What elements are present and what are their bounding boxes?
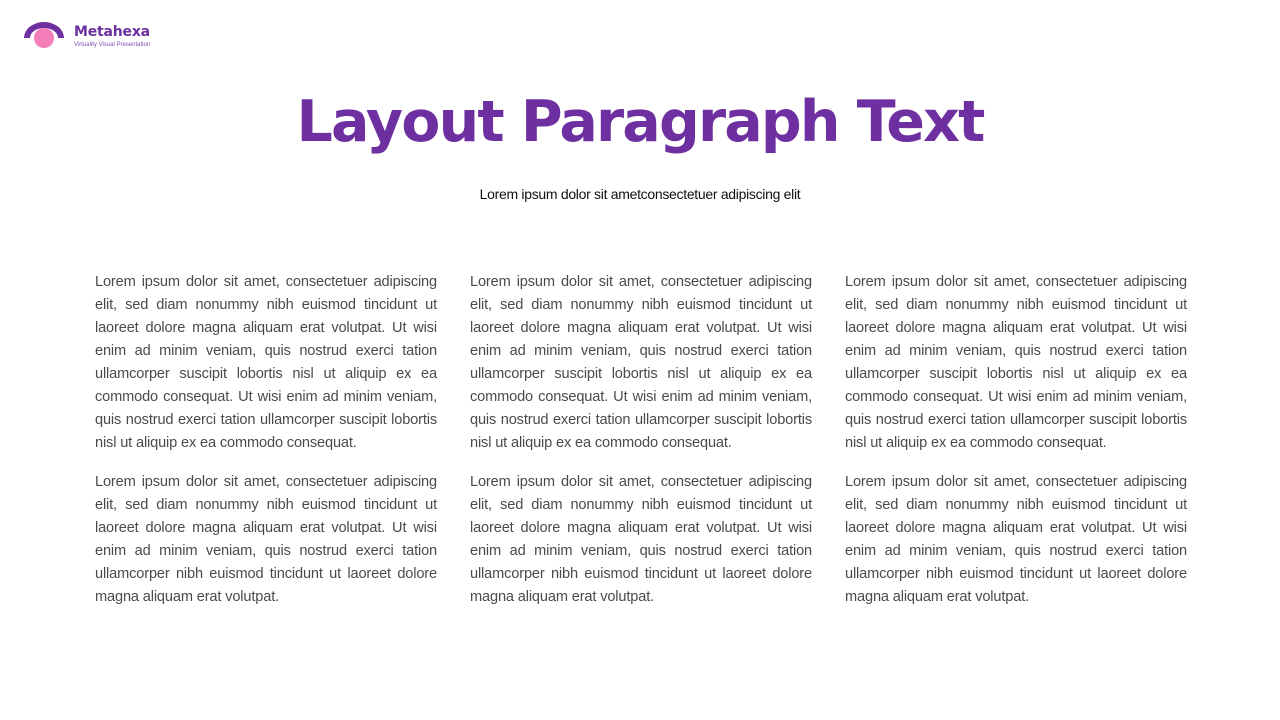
column-3-paragraph-1: Lorem ipsum dolor sit amet, consectetuer adipiscing elit, sed diam nonummy nibh euismod tincidunt ut laoreet dolore magna aliquam erat volutpat. Ut wisi enim ad minim veniam, quis nostrud exerci tation ullamcorper suscipit lobortis nisl ut aliquip ex ea commodo consequat. Ut wisi enim ad minim veniam, quis nostrud exerci tation ullamcorper suscipit lobortis nisl ut aliquip ex ea commodo consequat. — [845, 274, 1187, 451]
metahexa-logo-icon — [22, 22, 66, 50]
column-2-paragraph-2: Lorem ipsum dolor sit amet, consectetuer adipiscing elit, sed diam nonummy nibh euismod tincidunt ut laoreet dolore magna aliquam erat volutpat. Ut wisi enim ad minim veniam, quis nostrud exerci tation ullamcorper nibh euismod tincidunt ut laoreet dolore magna aliquam erat volutpat. — [470, 474, 812, 605]
slide-subtitle: Lorem ipsum dolor sit ametconsectetuer adipiscing elit — [479, 186, 801, 202]
brand-tagline: Virtuality Visual Presentation — [74, 42, 151, 48]
column-3-paragraph-2: Lorem ipsum dolor sit amet, consectetuer adipiscing elit, sed diam nonummy nibh euismod tincidunt ut laoreet dolore magna aliquam erat volutpat. Ut wisi enim ad minim veniam, quis nostrud exerci tation ullamcorper nibh euismod tincidunt ut laoreet dolore magna aliquam erat volutpat. — [845, 474, 1187, 605]
brand-name: Metahexa — [74, 24, 150, 40]
brand-logo — [22, 22, 172, 54]
text-column-1 — [95, 271, 437, 625]
column-1-paragraph-1: Lorem ipsum dolor sit amet, consectetuer adipiscing elit, sed diam nonummy nibh euismod tincidunt ut laoreet dolore magna aliquam erat volutpat. Ut wisi enim ad minim veniam, quis nostrud exerci tation ullamcorper suscipit lobortis nisl ut aliquip ex ea commodo consequat. Ut wisi enim ad minim veniam, quis nostrud exerci tation ullamcorper suscipit lobortis nisl ut aliquip ex ea commodo consequat. — [95, 274, 437, 451]
column-1-paragraph-2: Lorem ipsum dolor sit amet, consectetuer adipiscing elit, sed diam nonummy nibh euismod tincidunt ut laoreet dolore magna aliquam erat volutpat. Ut wisi enim ad minim veniam, quis nostrud exerci tation ullamcorper nibh euismod tincidunt ut laoreet dolore magna aliquam erat volutpat. — [95, 474, 437, 605]
column-2-paragraph-1: Lorem ipsum dolor sit amet, consectetuer adipiscing elit, sed diam nonummy nibh euismod tincidunt ut laoreet dolore magna aliquam erat volutpat. Ut wisi enim ad minim veniam, quis nostrud exerci tation ullamcorper suscipit lobortis nisl ut aliquip ex ea commodo consequat. Ut wisi enim ad minim veniam, quis nostrud exerci tation ullamcorper suscipit lobortis nisl ut aliquip ex ea commodo consequat. — [470, 274, 812, 451]
text-column-3 — [845, 271, 1187, 625]
slide-title: Layout Paragraph Text — [296, 89, 984, 155]
text-column-2 — [470, 271, 812, 625]
